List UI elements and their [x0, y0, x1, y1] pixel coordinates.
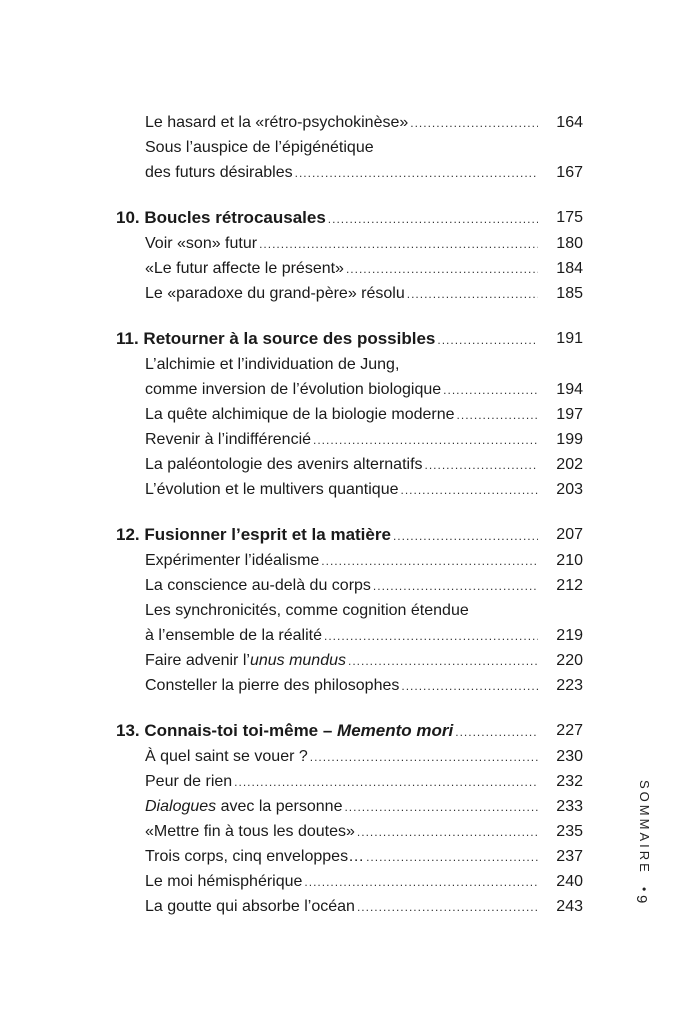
toc-chapter[interactable]: [0, 718, 700, 744]
toc-page-number: 237: [556, 848, 583, 865]
leader-dots: [443, 378, 538, 402]
toc-entry-title: À quel saint se vouer ?: [145, 748, 308, 765]
page-folio: 9: [633, 895, 650, 904]
toc-entry[interactable]: [0, 819, 700, 844]
toc-entry[interactable]: [0, 598, 700, 648]
chapter-title: 12. Fusionner l’esprit et la matière: [116, 525, 391, 544]
leader-dots: [357, 820, 538, 844]
toc-entry[interactable]: [0, 352, 700, 402]
toc-entry-title: Les synchronicités, comme cognition étendue: [145, 602, 469, 619]
toc-entry[interactable]: [0, 673, 700, 698]
toc-entry-title: Le «paradoxe du grand-père» résolu: [145, 285, 405, 302]
toc-page-number: 197: [556, 406, 583, 423]
title-part: Faire advenir l’: [145, 652, 250, 669]
toc-entry-title: [145, 648, 346, 673]
toc-entry[interactable]: [0, 844, 700, 869]
toc-entry[interactable]: [0, 452, 700, 477]
toc-page-number: 175: [556, 209, 583, 226]
toc-entry[interactable]: [0, 744, 700, 769]
section-label: SOMMAIRE: [637, 780, 652, 875]
table-of-contents: [0, 110, 700, 919]
toc-entry-title: Peur de rien: [145, 773, 233, 790]
bullet-separator: •: [637, 887, 651, 892]
toc-entry-title: Voir «son» futur: [145, 235, 258, 252]
toc-page-number: 232: [556, 773, 583, 790]
toc-entry-title: La paléontologie des avenirs alternatifs: [145, 456, 423, 473]
toc-entry[interactable]: [0, 231, 700, 256]
toc-page-number: 180: [556, 235, 583, 252]
toc-entry[interactable]: [0, 281, 700, 306]
toc-page-number: 184: [556, 260, 583, 277]
toc-entry-title: Le moi hémisphérique: [145, 873, 303, 890]
toc-chapter[interactable]: [0, 522, 700, 548]
toc-entry-title: «Mettre fin à tous les doutes»: [145, 823, 355, 840]
leader-dots: [259, 232, 538, 256]
toc-page-number: 219: [556, 627, 583, 644]
toc-page-number: 230: [556, 748, 583, 765]
title-italic: unus mundus: [249, 652, 346, 669]
toc-chapter[interactable]: [0, 326, 700, 352]
toc-page-number: 185: [556, 285, 583, 302]
chapter-title: 10. Boucles rétrocausales: [116, 208, 326, 227]
toc-entry[interactable]: [0, 427, 700, 452]
toc-entry[interactable]: [0, 573, 700, 598]
leader-dots: [401, 478, 539, 502]
toc-entry-title: La conscience au-delà du corps: [145, 577, 371, 594]
leader-dots: [344, 795, 538, 819]
toc-entry-title: Consteller la pierre des philosophes: [145, 677, 400, 694]
toc-entry-title: L’évolution et le multivers quantique: [145, 481, 399, 498]
title-part: avec la personne: [216, 798, 343, 815]
toc-page-number: 203: [556, 481, 583, 498]
leader-dots: [348, 649, 538, 673]
toc-chapter[interactable]: [0, 205, 700, 231]
toc-entry-title: [145, 794, 342, 819]
toc-entry-title: La goutte qui absorbe l’océan: [145, 898, 355, 915]
toc-entry[interactable]: [0, 869, 700, 894]
toc-page-number: 235: [556, 823, 583, 840]
toc-entry[interactable]: [0, 794, 700, 819]
leader-dots: [373, 574, 538, 598]
toc-page-number: 210: [556, 552, 583, 569]
leader-dots: [234, 770, 538, 794]
toc-entry-title-continued: des futurs désirables: [145, 164, 293, 181]
toc-page-number: 220: [556, 652, 583, 669]
leader-dots: [437, 333, 538, 347]
toc-entry-title: «Le futur affecte le présent»: [145, 260, 344, 277]
leader-dots: [313, 428, 538, 452]
toc-entry-title-continued: comme inversion de l’évolution biologique: [145, 381, 442, 398]
leader-dots: [457, 403, 538, 427]
toc-page-number: 202: [556, 456, 583, 473]
chapter-title: 11. Retourner à la source des possibles: [116, 329, 436, 348]
leader-dots: [425, 453, 538, 477]
toc-page-number: 194: [556, 381, 583, 398]
toc-entry[interactable]: [0, 894, 700, 919]
toc-entry[interactable]: [0, 135, 700, 185]
toc-page-number: 223: [556, 677, 583, 694]
toc-entry[interactable]: [0, 256, 700, 281]
chapter-title: [116, 718, 453, 743]
leader-dots: [407, 282, 538, 306]
toc-page-number: 227: [556, 722, 583, 739]
toc-page-number: 243: [556, 898, 583, 915]
toc-entry-title: Sous l’auspice de l’épigénétique: [145, 139, 374, 156]
leader-dots: [295, 161, 538, 185]
toc-page-number: 164: [556, 114, 583, 131]
toc-entry[interactable]: [0, 110, 700, 135]
leader-dots: [321, 549, 538, 573]
toc-page-number: 207: [556, 526, 583, 543]
title-italic: Dialogues: [145, 798, 217, 815]
section-running-head: [632, 780, 652, 892]
toc-entry[interactable]: [0, 477, 700, 502]
toc-page-number: 167: [556, 164, 583, 181]
toc-page-number: 212: [556, 577, 583, 594]
toc-entry-title: Trois corps, cinq enveloppes…: [145, 848, 365, 865]
toc-entry[interactable]: [0, 548, 700, 573]
leader-dots: [357, 895, 538, 919]
toc-entry[interactable]: [0, 648, 700, 673]
toc-page-number: 191: [556, 330, 583, 347]
leader-dots: [410, 111, 538, 135]
toc-page-number: 199: [556, 431, 583, 448]
toc-entry-title: Le hasard et la «rétro-psychokinèse»: [145, 114, 409, 131]
leader-dots: [393, 529, 538, 543]
toc-entry-title: La quête alchimique de la biologie moderne: [145, 406, 455, 423]
leader-dots: [401, 674, 538, 698]
title-part: 13. Connais-toi toi-même –: [116, 721, 338, 740]
toc-entry[interactable]: [0, 769, 700, 794]
leader-dots: [455, 725, 538, 739]
toc-entry[interactable]: [0, 402, 700, 427]
title-italic: Memento mori: [337, 721, 454, 740]
leader-dots: [346, 257, 538, 281]
toc-entry-title-continued: à l’ensemble de la réalité: [145, 627, 322, 644]
toc-entry-title: L’alchimie et l’individuation de Jung,: [145, 356, 400, 373]
leader-dots: [304, 870, 538, 894]
toc-page-number: 240: [556, 873, 583, 890]
toc-entry-title: Expérimenter l’idéalisme: [145, 552, 320, 569]
leader-dots: [310, 745, 538, 769]
leader-dots: [324, 624, 538, 648]
leader-dots: [366, 845, 538, 869]
toc-entry-title: Revenir à l’indifférencié: [145, 431, 312, 448]
toc-page-number: 233: [556, 798, 583, 815]
leader-dots: [328, 212, 538, 226]
